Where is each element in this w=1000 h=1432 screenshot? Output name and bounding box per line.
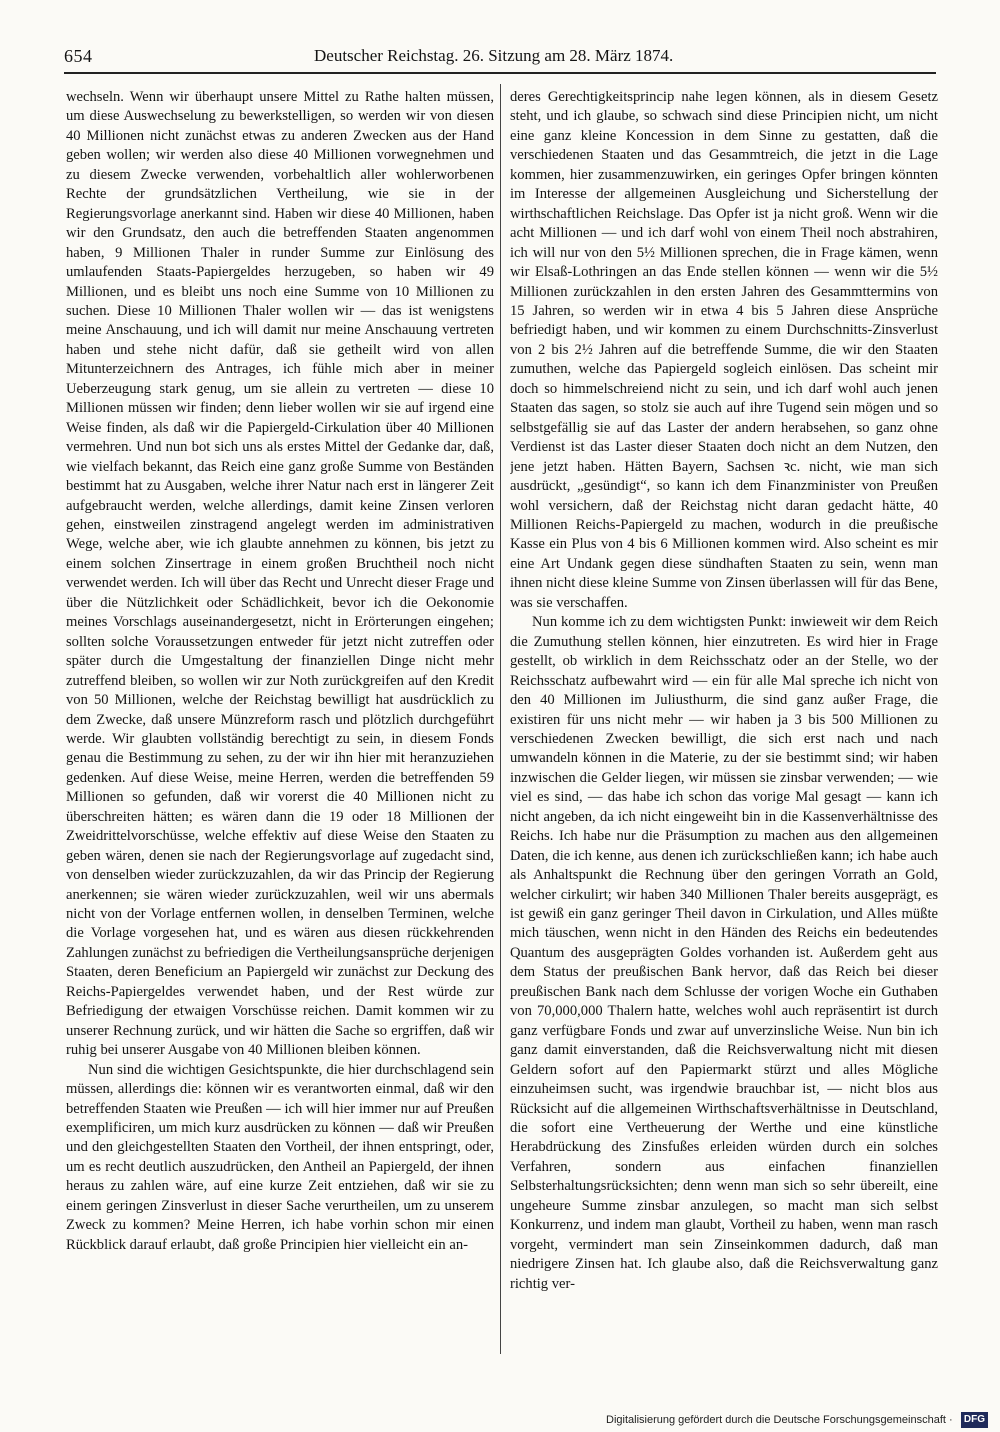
footer-credit: Digitalisierung gefördert durch die Deutsche Forschungsgemeinschaft · [606, 1414, 953, 1426]
column-divider [500, 84, 501, 1354]
paragraph: Nun sind die wichtigen Gesichtspunkte, die hier durchschlagend sein müssen, allerdings die: können wir es verantworten einmal, daß wir den betreffenden Staaten wie Preußen — ich will hier immer nur auf Preußen exemplificiren, um mich kurz ausdrücken zu können — daß wir Preußen und den gleichgestellten Staaten den Vortheil, der ihnen entspringt, oder, um es recht deutlich auszudrücken, den Antheil an Papiergeld, der ihnen heraus zu zahlen wäre, auf eine kurze Zeit entziehen, daß wir sie zu einem geringen Zinsverlust in dieser Sache verurtheilen, um zu unserem Zweck zu kommen? Meine Herren, ich habe vorhin schon mir einen Rückblick darauf erlaubt, daß große Principien hier vielleicht ein an- [66, 1061, 494, 1253]
right-column [510, 88, 938, 1350]
footer [606, 1412, 992, 1430]
paragraph: deres Gerechtigkeitsprincip nahe legen können, als in diesem Gesetz steht, und ich glaube, so schwach sind diese Principien nicht, um nicht eine ganz kleine Koncession in dem Sinne zu gestatten, daß die verschiedenen Staaten und das Gesammtreich, die jetzt in die Lage kommen, hier zusammenzuwirken, ein geringes Opfer bringen könnten im Interesse der allgemeinen Ausgleichung und Sicherstellung der wirthschaftlichen Reichslage. Das Opfer ist ja nicht groß. Wenn wir die acht Millionen — und ich darf wohl von einem Theil noch abstrahiren, ich will nur von den 5½ Millionen sprechen, die in Frage kämen, wenn wir Elsaß-Lothringen an das Ende stellen können — wenn wir die 5½ Millionen zurückzahlen in den ersten Jahren des Gesammttermins von 15 Jahren, so werden wir in etwa 4 bis 5 Jahren diese Ansprüche befriedigt haben, und wir kommen zu einem Durchschnitts-Zinsverlust von 2 bis 2½ Jahren auf die betreffende Summe, die wir den Staaten zumuthen, welche das Papiergeld sogleich einlösen. Das scheint mir doch so himmelschreiend nicht zu sein, und ich darf wohl auch jenen Staaten das sagen, so stolz sie auch auf ihre Tugend sein mögen und so selbstgefällig sie auf das Laster der andern herabsehen, so ganz ohne Verdienst ist das Laster dieser Staaten doch nicht an dem Nutzen, den jene jetzt haben. Hätten Bayern, Sachsen ꝛc. nicht, wie man sich ausdrückt, „gesündigt“, so kann ich dem Finanzminister von Preußen wohl versichern, daß der Reichstag nicht daran gedacht hätte, 40 Millionen Reichs-Papiergeld zu machen, wodurch in die preußische Kasse ein Plus von 4 bis 6 Millionen kommen wird. Also scheint es mir eine Art Undank gegen diese sündhaften Staaten zu sein, wenn man ihnen nicht diese kleine Summe von Zinsen überlassen will für das Bene, was sie verschaffen. [510, 89, 938, 611]
dfg-logo: DFG [961, 1412, 988, 1428]
paragraph: Nun komme ich zu dem wichtigsten Punkt: inwieweit wir dem Reich die Zumuthung stellen können, hier einzutreten. Es wird hier in Frage gestellt, ob wirklich in dem Reichsschatz oder an der Stelle, wo der Reichsschatz aufbewahrt wird — ein für alle Mal spreche ich nicht von den 40 Millionen im Juliusthurm, die sind ganz außer Frage, die existiren für uns nicht mehr — wir haben ja 3 bis 500 Millionen zu verschiedenen Zwecken bewilligt, die sich erst nach und nach umwandeln können in die Materie, zu der sie bestimmt sind; wir haben inzwischen die Gelder liegen, wir müssen sie zinsbar verwenden; — wie viel es sind, — das habe ich schon das vorige Mal gesagt — kann ich nicht angeben, da ich nicht eingeweiht bin in die Kassenverhältnisse des Reichs. Ich habe nur die Präsumption zu machen aus den allgemeinen Daten, die ich kenne, aus denen ich zurückschließen kann; ich habe auch als Anhaltspunkt die Rechnung über den geringen Vorrath an Gold, welcher cirkulirt; wir haben 340 Millionen Thaler bereits ausgeprägt, es ist gewiß ein ganz geringer Theil davon in Cirkulation, und Alles müßte mich täuschen, wenn nicht in den Händen des Reichs ein bedeutendes Quantum des ausgeprägten Goldes vorhanden ist. Außerdem geht aus dem Status der preußischen Bank hervor, daß das Reich bei dieser preußischen Bank nach dem Schlusse der vorigen Woche ein Guthaben von 70,000,000 Thalern hatte, welches wohl auch repräsentirt ist durch ganz verfügbare Fonds und zwar auf unverzinsliche Weise. Nun bin ich ganz damit einverstanden, daß die Reichsverwaltung nicht mit diesen Geldern sofort auf den Papiermarkt stürzt und alles Mögliche einzuheimsen sucht, was irgendwie brauchbar ist, — nicht blos aus Rücksicht auf die allgemeinen Wirthschaftsverhältnisse in Deutschland, die sofort eine Vertheuerung der Werthe und eine künstliche Herabdrückung des Zinsfußes erleiden würden durch ein solches Verfahren, sondern aus einfachen finanziellen Selbsterhaltungsrücksichten; denn wenn man sich so sehr übereilt, eine ungeheure Summe zinsbar anzulegen, so macht man sich selbst Konkurrenz, und indem man glaubt, Vortheil zu haben, wenn man rasch vorgeht, vermindert man sein Zinseinkommen dadurch, daß man niedrigere Zinsen hat. Ich glaube also, daß die Reichsverwaltung ganz richtig ver- [510, 614, 938, 1292]
header-rule [64, 72, 936, 74]
page-number: 654 [64, 46, 93, 66]
paragraph: wechseln. Wenn wir überhaupt unsere Mittel zu Rathe halten müssen, um diese Auswechselung zu bewerkstelligen, so werden wir von diesen 40 Millionen nicht zunächst etwas zu anderen Zwecken aus der Hand geben wollen; wir werden also diese 40 Millionen vorwegnehmen und zu diesem Zwecke verwenden, vorbehaltlich aller wohlerworbenen Rechte der grundsätzlichen Vertheilung, wie sie in der Regierungsvorlage anerkannt sind. Haben wir diese 40 Millionen, haben wir den Grundsatz, den auch die betreffenden Staaten angenommen haben, 9 Millionen Thaler in runder Summe zur Einlösung des umlaufenden Staats-Papiergeldes herzugeben, so haben wir 49 Millionen, und es bleibt uns noch eine Summe von 10 Millionen zu suchen. Diese 10 Millionen Thaler wollen wir — das ist wenigstens meine Anschauung, und ich will damit nur meine Anschauung vertreten haben und stehe nicht dafür, daß sie getheilt wird von allen Mitunterzeichnern des Antrages, ich fühle mich aber in meiner Ueberzeugung stark genug, um sie allein zu vertreten — diese 10 Millionen müssen wir finden; denn lieber wollen wir sie auf irgend eine Weise finden, als daß wir die Papiergeld-Cirkulation über 40 Millionen vermehren. Und nun bot sich uns als erstes Mittel der Gedanke dar, daß, wie vielfach bekannt, das Reich eine ganz große Summe von Beständen bestimmt hat zu Ausgaben, welche ihrer Natur nach erst in längerer Zeit aufgebraucht werden, welche allerdings, damit keine Zinsen verloren gehen, einstweilen zinstragend angelegt werden im administrativen Wege, welche aber, wie ich glaubte annehmen zu können, bis jetzt zu einem solchen Zinsertrage in einem großen Bruchtheil noch nicht verwendet werden. Ich will über das Recht und Unrecht dieser Frage und über die Nützlichkeit oder Schädlichkeit, bevor ich die Oekonomie meines Vorschlags auseinandergesetzt, nicht in Erörterungen eingehen; sollten solche Voraussetzungen entweder für jetzt nicht zutreffen oder später durch die Umgestaltung der finanziellen Dinge nicht mehr zutreffend bleiben, so wollen wir zur Noth zurückgreifen auf den Kredit von 50 Millionen, welche der Reichstag bewilligt hat ausdrücklich zu dem Zwecke, daß unsere Münzreform rasch und plötzlich durchgeführt werde. Wir glaubten vollständig berechtigt zu sein, in diesem Fonds genau die Bestimmung zu sehen, zu der wir ihn hier mit heranzuziehen gedenken. Auf diese Weise, meine Herren, werden die betreffenden 59 Millionen so gefunden, daß wir vorerst die 40 Millionen nicht zu überschreiten hätten; es wären dann die 19 oder 18 Millionen der Zweidrittelvorschüsse, welche effektiv auf diese Weise den Staaten zu geben wären, denen sie nach der Regierungsvorlage auf zugedacht sind, von denselben wieder zurückzuzahlen, da wir das Princip der Regierung anerkennen; sie wären wieder zurückzuzahlen, weil wir uns abermals nicht von der Vorlage entfernen wollen, in denselben Terminen, welche die Vorlage vorgesehen hat, und es wären aus diesen rückkehrenden Zahlungen zunächst zu befriedigen die Vertheilungsansprüche derjenigen Staaten, deren Beneficium an Papiergeld wir zunächst zur Deckung des Reichs-Papiergeldes verwendet haben, und der Rest würde zur Befriedigung der etwaigen Vorschüsse reichen. Damit kommen wir zu unserer Rechnung zurück, und wir hätten die Sache so ergriffen, daß wir ruhig bei unserer Ausgabe von 40 Millionen bleiben können. [66, 89, 494, 1059]
left-column [66, 88, 494, 1350]
running-title: Deutscher Reichstag. 26. Sitzung am 28. März 1874. [314, 46, 674, 65]
page-header [64, 44, 934, 70]
